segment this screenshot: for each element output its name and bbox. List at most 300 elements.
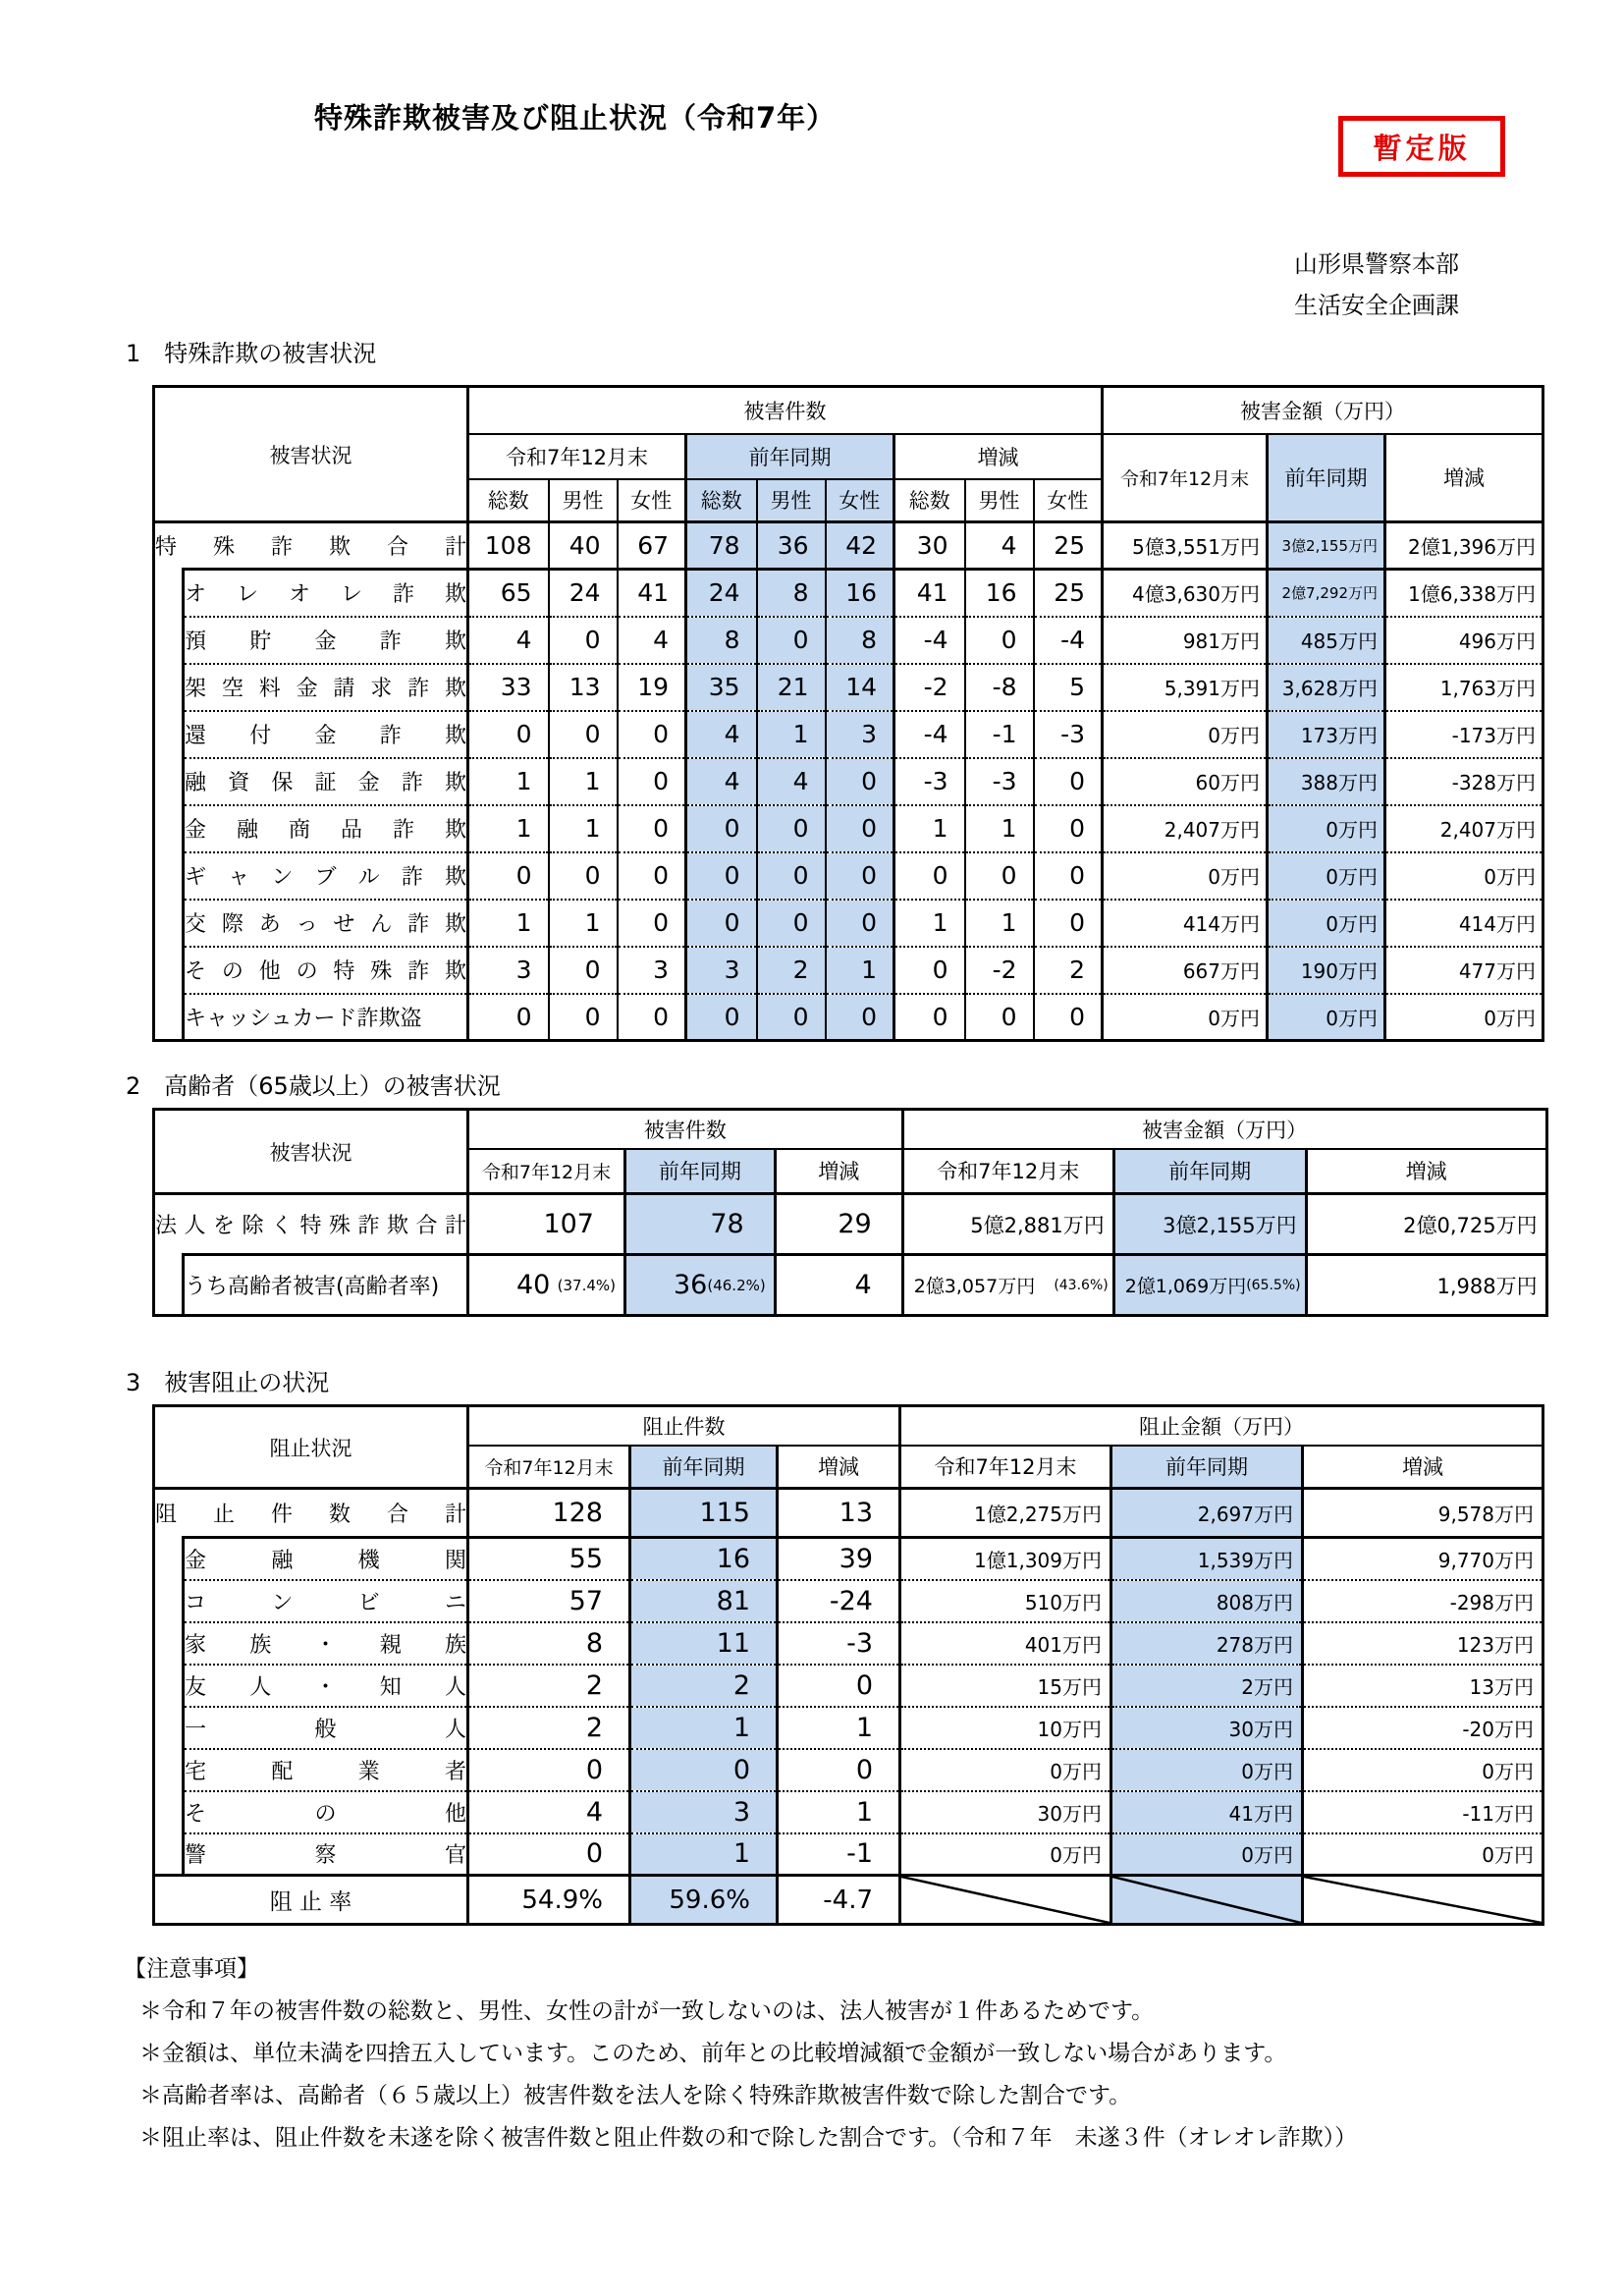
count-cell: 0 [618,994,686,1041]
count-cell: 1 [549,900,618,947]
amount-cell: 0万円 [1103,852,1268,900]
amount-cell: 2億7,292万円 [1268,570,1385,617]
table-row [154,1749,1543,1791]
col-header-diff: 増減 [778,1446,900,1489]
count-cell: 4 [686,711,757,758]
table-row [154,1707,1543,1749]
count-cell: -3 [894,758,965,805]
count-cell: 3 [468,947,549,994]
count-cell: 78 [625,1194,776,1255]
amount-cell: 414万円 [1385,900,1543,947]
amount-cell: 0万円 [900,1749,1111,1791]
table-row [154,1665,1543,1707]
amount-cell: 388万円 [1268,758,1385,805]
indent-gutter [154,1538,184,1876]
amount-cell: 2億0,725万円 [1306,1194,1546,1255]
table-row-elderly [154,1255,1547,1316]
count-cell: 13 [778,1489,900,1538]
amount-cell: 3,628万円 [1268,664,1385,711]
amount-cell: 1,539万円 [1111,1538,1303,1580]
count-cell: 0 [618,805,686,852]
count-cell: 42 [826,522,894,570]
section1-heading: 1 特殊詐欺の被害状況 [126,340,377,367]
amount-value: 2億3,057万円 [913,1276,1036,1297]
amount-cell [1113,1255,1306,1316]
count-cell: -1 [778,1833,900,1876]
amount-cell: 0万円 [1103,711,1268,758]
amount-cell: 30万円 [900,1791,1111,1833]
count-cell: -1 [965,711,1034,758]
count-cell: 4 [965,522,1034,570]
count-cell: 0 [965,994,1034,1041]
amount-group-header: 被害金額（万円） [902,1110,1546,1149]
count-value: 36 [674,1270,708,1300]
amount-cell: 1,988万円 [1306,1255,1546,1316]
table-row [154,1833,1543,1876]
count-cell: 0 [686,852,757,900]
count-cell: 0 [1034,900,1103,947]
col-header-current: 令和7年12月末 [468,1446,630,1489]
count-cell: 16 [630,1538,778,1580]
amount-cell: 5億3,551万円 [1103,522,1268,570]
note-item: ＊高齢者率は、高齢者（６５歳以上）被害件数を法人を除く特殊詐欺被害件数で除した割合です。 [139,2083,1132,2108]
amount-cell: 0万円 [1111,1749,1303,1791]
count-cell: 1 [630,1707,778,1749]
header-row-groups [154,1406,1543,1446]
row-label: そ の 他 の 特 殊 詐 欺 [184,947,468,994]
count-cell: 24 [686,570,757,617]
col-header-female: 女性 [826,479,894,522]
count-cell [468,1255,625,1316]
count-cell: 1 [778,1791,900,1833]
row-label: ギ ャ ン ブ ル 詐 欺 [184,852,468,900]
count-cell: 35 [686,664,757,711]
count-cell: 0 [1034,852,1103,900]
count-cell: 4 [686,758,757,805]
section3-table-wrap [152,1404,1544,1926]
diagonal-line [901,1877,1110,1923]
col-header-male: 男性 [965,479,1034,522]
col-header-male: 男性 [549,479,618,522]
row-label: 還 付 金 詐 欺 [184,711,468,758]
amount-cell: 0万円 [1268,805,1385,852]
count-cell: 19 [618,664,686,711]
count-cell: -8 [965,664,1034,711]
provisional-stamp [1338,116,1505,177]
amount-cell: 0万円 [900,1833,1111,1876]
indent-gutter [154,1255,184,1316]
count-cell: -3 [965,758,1034,805]
count-cell: 1 [468,900,549,947]
count-cell: 0 [468,852,549,900]
col-header-total: 総数 [894,479,965,522]
count-cell: 29 [775,1194,902,1255]
count-cell: 0 [757,900,826,947]
count-cell: 0 [468,1749,630,1791]
provisional-stamp-label: 暫定版 [1373,131,1471,165]
col-header-amount-prev: 前年同期 [1111,1446,1303,1489]
amount-cell: 0万円 [1303,1749,1543,1791]
col-header-female: 女性 [1034,479,1103,522]
count-cell: 1 [468,758,549,805]
count-cell: 67 [618,522,686,570]
amount-cell: -173万円 [1385,711,1543,758]
count-cell: 0 [618,758,686,805]
count-cell: 0 [618,852,686,900]
count-cell: 0 [468,711,549,758]
section2-heading: 2 高齢者（65歳以上）の被害状況 [126,1072,501,1100]
amount-cell: 3億2,155万円 [1268,522,1385,570]
count-cell: 0 [757,994,826,1041]
section1-table-wrap [152,385,1544,1042]
col-header-prev: 前年同期 [686,434,894,479]
amount-cell: 4億3,630万円 [1103,570,1268,617]
prevention-status-table [152,1404,1544,1926]
count-cell: 5 [1034,664,1103,711]
count-cell: 14 [826,664,894,711]
col-header-amount-prev: 前年同期 [1268,434,1385,522]
count-cell: -4 [1034,617,1103,664]
count-cell: 3 [618,947,686,994]
count-cell: 65 [468,570,549,617]
count-cell: -4 [894,617,965,664]
count-cell: -3 [778,1622,900,1665]
amount-cell: 15万円 [900,1665,1111,1707]
row-label: 架 空 料 金 請 求 詐 欺 [184,664,468,711]
count-cell: 1 [894,900,965,947]
amount-cell: 9,578万円 [1303,1489,1543,1538]
row-label: 金 融 商 品 詐 欺 [184,805,468,852]
col-header-amount-current: 令和7年12月末 [902,1149,1113,1194]
count-cell: 4 [757,758,826,805]
note-item: ＊金額は、単位未満を四捨五入しています。このため、前年との比較増減額で金額が一致しない場合があります。 [139,2041,1287,2066]
count-cell: 3 [826,711,894,758]
header-row-groups [154,1110,1547,1149]
count-cell: 8 [686,617,757,664]
col-header-female: 女性 [618,479,686,522]
table-row-total [154,1489,1543,1538]
rate-cell: -4.7 [778,1876,900,1925]
amount-cell: -298万円 [1303,1580,1543,1622]
count-cell: -2 [894,664,965,711]
count-cell: 55 [468,1538,630,1580]
table-row [154,1580,1543,1622]
count-cell: 0 [686,994,757,1041]
count-cell: 0 [630,1749,778,1791]
count-cell: 25 [1034,522,1103,570]
table-row [154,947,1543,994]
amount-cell: 60万円 [1103,758,1268,805]
count-cell: 0 [965,852,1034,900]
count-cell: 36 [757,522,826,570]
col-header-amount-prev: 前年同期 [1113,1149,1306,1194]
count-cell: 0 [826,805,894,852]
count-cell: 78 [686,522,757,570]
count-cell: 0 [757,852,826,900]
row-label: 友 人 ・ 知 人 [184,1665,468,1707]
row-label: 金 融 機 関 [184,1538,468,1580]
table-row [154,805,1543,852]
count-cell: 0 [894,852,965,900]
amount-cell: 485万円 [1268,617,1385,664]
count-cell: 0 [618,900,686,947]
table-row [154,900,1543,947]
note-item: ＊令和７年の被害件数の総数と、男性、女性の計が一致しないのは、法人被害が１件あるためです。 [139,1998,1155,2024]
col-header-prev: 前年同期 [625,1149,776,1194]
table-row [154,664,1543,711]
count-cell: 1 [757,711,826,758]
col-header-amount-diff: 増減 [1303,1446,1543,1489]
count-cell: 4 [618,617,686,664]
count-cell: 3 [630,1791,778,1833]
count-cell: 4 [468,1791,630,1833]
header-row-groups [154,387,1543,434]
count-cell: 0 [549,852,618,900]
rate-cell: 54.9% [468,1876,630,1925]
amount-cell: 1億2,275万円 [900,1489,1111,1538]
count-cell: 11 [630,1622,778,1665]
amount-cell [902,1255,1113,1316]
count-cell: 0 [686,900,757,947]
count-cell: 39 [778,1538,900,1580]
count-cell: 57 [468,1580,630,1622]
amount-cell: 0万円 [1303,1833,1543,1876]
count-cell: 8 [468,1622,630,1665]
count-cell: 0 [778,1749,900,1791]
amount-group-header: 被害金額（万円） [1103,387,1543,434]
amount-cell: 808万円 [1111,1580,1303,1622]
count-cell: 2 [468,1707,630,1749]
count-cell: 41 [894,570,965,617]
count-cell: 0 [686,805,757,852]
amount-cell: 2万円 [1111,1665,1303,1707]
amount-cell: 0万円 [1268,994,1385,1041]
amount-cell: 41万円 [1111,1791,1303,1833]
amount-cell: 0万円 [1385,852,1543,900]
amount-cell: -20万円 [1303,1707,1543,1749]
row-label: 法 人 を 除 く 特 殊 詐 欺 合 計 [154,1194,468,1255]
amount-cell: 10万円 [900,1707,1111,1749]
col-header-amount-diff: 増減 [1306,1149,1546,1194]
count-cell: 0 [757,805,826,852]
organization-line-2: 生活安全企画課 [1294,292,1459,319]
count-cell: 0 [826,900,894,947]
count-cell: 16 [965,570,1034,617]
row-header-label: 阻止状況 [154,1406,468,1489]
col-header-amount-current: 令和7年12月末 [900,1446,1111,1489]
count-cell: 0 [468,1833,630,1876]
row-label: うち高齢者被害(高齢者率) [184,1255,468,1316]
count-cell: 33 [468,664,549,711]
count-cell: 2 [757,947,826,994]
count-cell: 1 [965,805,1034,852]
amount-cell: 13万円 [1303,1665,1543,1707]
count-cell: 8 [826,617,894,664]
count-group-header: 被害件数 [468,1110,903,1149]
table-row [154,1791,1543,1833]
count-cell: 0 [1034,758,1103,805]
amount-group-header: 阻止金額（万円） [900,1406,1543,1446]
count-cell: 1 [826,947,894,994]
col-header-amount-current: 令和7年12月末 [1103,434,1268,522]
count-cell: 40 [549,522,618,570]
count-cell: 1 [549,758,618,805]
rate-value: (37.4%) [557,1276,616,1294]
count-cell: -3 [1034,711,1103,758]
row-label: オ レ オ レ 詐 欺 [184,570,468,617]
crossed-cell [1303,1876,1543,1925]
table-row [154,1622,1543,1665]
row-label: 融 資 保 証 金 詐 欺 [184,758,468,805]
rate-value: (65.5%) [1246,1277,1301,1293]
notes-heading: 【注意事項】 [124,1956,259,1982]
table-row [154,617,1543,664]
count-cell: 1 [894,805,965,852]
row-label: 一 般 人 [184,1707,468,1749]
amount-cell: 5億2,881万円 [902,1194,1113,1255]
count-cell: 4 [468,617,549,664]
amount-cell: 2,407万円 [1103,805,1268,852]
amount-cell: 510万円 [900,1580,1111,1622]
count-cell: 0 [549,947,618,994]
section2-table-wrap [152,1108,1548,1317]
col-header-prev: 前年同期 [630,1446,778,1489]
amount-cell: 30万円 [1111,1707,1303,1749]
table-row-total [154,522,1543,570]
col-header-total: 総数 [468,479,549,522]
row-header-label: 被害状況 [154,1110,468,1194]
count-cell: 0 [1034,805,1103,852]
count-value: 40 [516,1270,551,1300]
count-cell: 21 [757,664,826,711]
count-cell: 30 [894,522,965,570]
count-cell: 107 [468,1194,625,1255]
count-cell: -4 [894,711,965,758]
count-cell: 1 [965,900,1034,947]
amount-cell: 477万円 [1385,947,1543,994]
count-cell: 0 [894,947,965,994]
crossed-cell [900,1876,1111,1925]
amount-cell: 2,697万円 [1111,1489,1303,1538]
count-cell: -2 [965,947,1034,994]
count-cell: 1 [549,805,618,852]
row-label: そ の 他 [184,1791,468,1833]
count-cell: 0 [757,617,826,664]
count-cell: 13 [549,664,618,711]
amount-cell: 496万円 [1385,617,1543,664]
amount-cell: 0万円 [1268,852,1385,900]
amount-cell: 1億6,338万円 [1385,570,1543,617]
count-cell: 8 [757,570,826,617]
count-cell: 0 [1034,994,1103,1041]
col-header-current: 令和7年12月末 [468,434,686,479]
amount-cell: 190万円 [1268,947,1385,994]
amount-cell: 173万円 [1268,711,1385,758]
amount-cell: 9,770万円 [1303,1538,1543,1580]
col-header-amount-diff: 増減 [1385,434,1543,522]
amount-cell: 278万円 [1111,1622,1303,1665]
amount-cell: 414万円 [1103,900,1268,947]
count-cell: 1 [468,805,549,852]
count-cell: 81 [630,1580,778,1622]
table-row [154,570,1543,617]
organization-line-1: 山形県警察本部 [1294,250,1459,278]
count-cell: 2 [1034,947,1103,994]
col-header-total: 総数 [686,479,757,522]
count-cell: 0 [826,852,894,900]
count-cell: 0 [778,1665,900,1707]
row-label: 宅 配 業 者 [184,1749,468,1791]
section3-heading: 3 被害阻止の状況 [126,1369,330,1396]
rate-value: (43.6%) [1054,1277,1109,1293]
table-row [154,711,1543,758]
rate-value: (46.2%) [707,1276,766,1294]
col-header-diff: 増減 [775,1149,902,1194]
col-header-male: 男性 [757,479,826,522]
amount-cell: -11万円 [1303,1791,1543,1833]
count-group-header: 被害件数 [468,387,1103,434]
count-cell: 41 [618,570,686,617]
table-row-total [154,1194,1547,1255]
amount-cell: 123万円 [1303,1622,1543,1665]
count-cell: 1 [630,1833,778,1876]
count-cell: -24 [778,1580,900,1622]
count-cell: 16 [826,570,894,617]
count-cell: 3 [686,947,757,994]
count-cell: 0 [549,617,618,664]
organization-block [1294,244,1459,326]
count-cell: 2 [468,1665,630,1707]
table-row [154,758,1543,805]
crossed-cell [1111,1876,1303,1925]
amount-cell: 0万円 [1385,994,1543,1041]
row-label: キャッシュカード詐欺盗 [184,994,468,1041]
diagonal-line [1304,1877,1542,1923]
row-label: 特 殊 詐 欺 合 計 [154,522,468,570]
row-label: 預 貯 金 詐 欺 [184,617,468,664]
damage-status-table [152,385,1544,1042]
amount-cell: 3億2,155万円 [1113,1194,1306,1255]
row-label: 交 際 あ っ せ ん 詐 欺 [184,900,468,947]
count-cell: 0 [468,994,549,1041]
row-label: 警 察 官 [184,1833,468,1876]
note-item: ＊阻止率は、阻止件数を未遂を除く被害件数と阻止件数の和で除した割合です。（令和７年 未遂３件（オレオレ詐欺）） [139,2125,1358,2151]
amount-cell: 0万円 [1268,900,1385,947]
page-title: 特殊詐欺被害及び阻止状況（令和7年） [314,101,837,135]
row-label: コ ン ビ ニ [184,1580,468,1622]
amount-cell: 2億1,396万円 [1385,522,1543,570]
row-label: 阻 止 件 数 合 計 [154,1489,468,1538]
amount-cell: 0万円 [1111,1833,1303,1876]
amount-value: 2億1,069万円 [1124,1276,1247,1297]
amount-cell: 981万円 [1103,617,1268,664]
count-cell: 2 [630,1665,778,1707]
amount-cell: 1億1,309万円 [900,1538,1111,1580]
row-label: 家 族 ・ 親 族 [184,1622,468,1665]
count-cell: 0 [965,617,1034,664]
rate-cell: 59.6% [630,1876,778,1925]
indent-gutter [154,570,184,1041]
amount-cell: 5,391万円 [1103,664,1268,711]
count-cell: 25 [1034,570,1103,617]
diagonal-line [1112,1877,1301,1923]
count-cell: 0 [549,711,618,758]
count-cell: 0 [826,758,894,805]
count-cell: 0 [549,994,618,1041]
amount-cell: 2,407万円 [1385,805,1543,852]
col-header-current: 令和7年12月末 [468,1149,625,1194]
count-group-header: 阻止件数 [468,1406,900,1446]
